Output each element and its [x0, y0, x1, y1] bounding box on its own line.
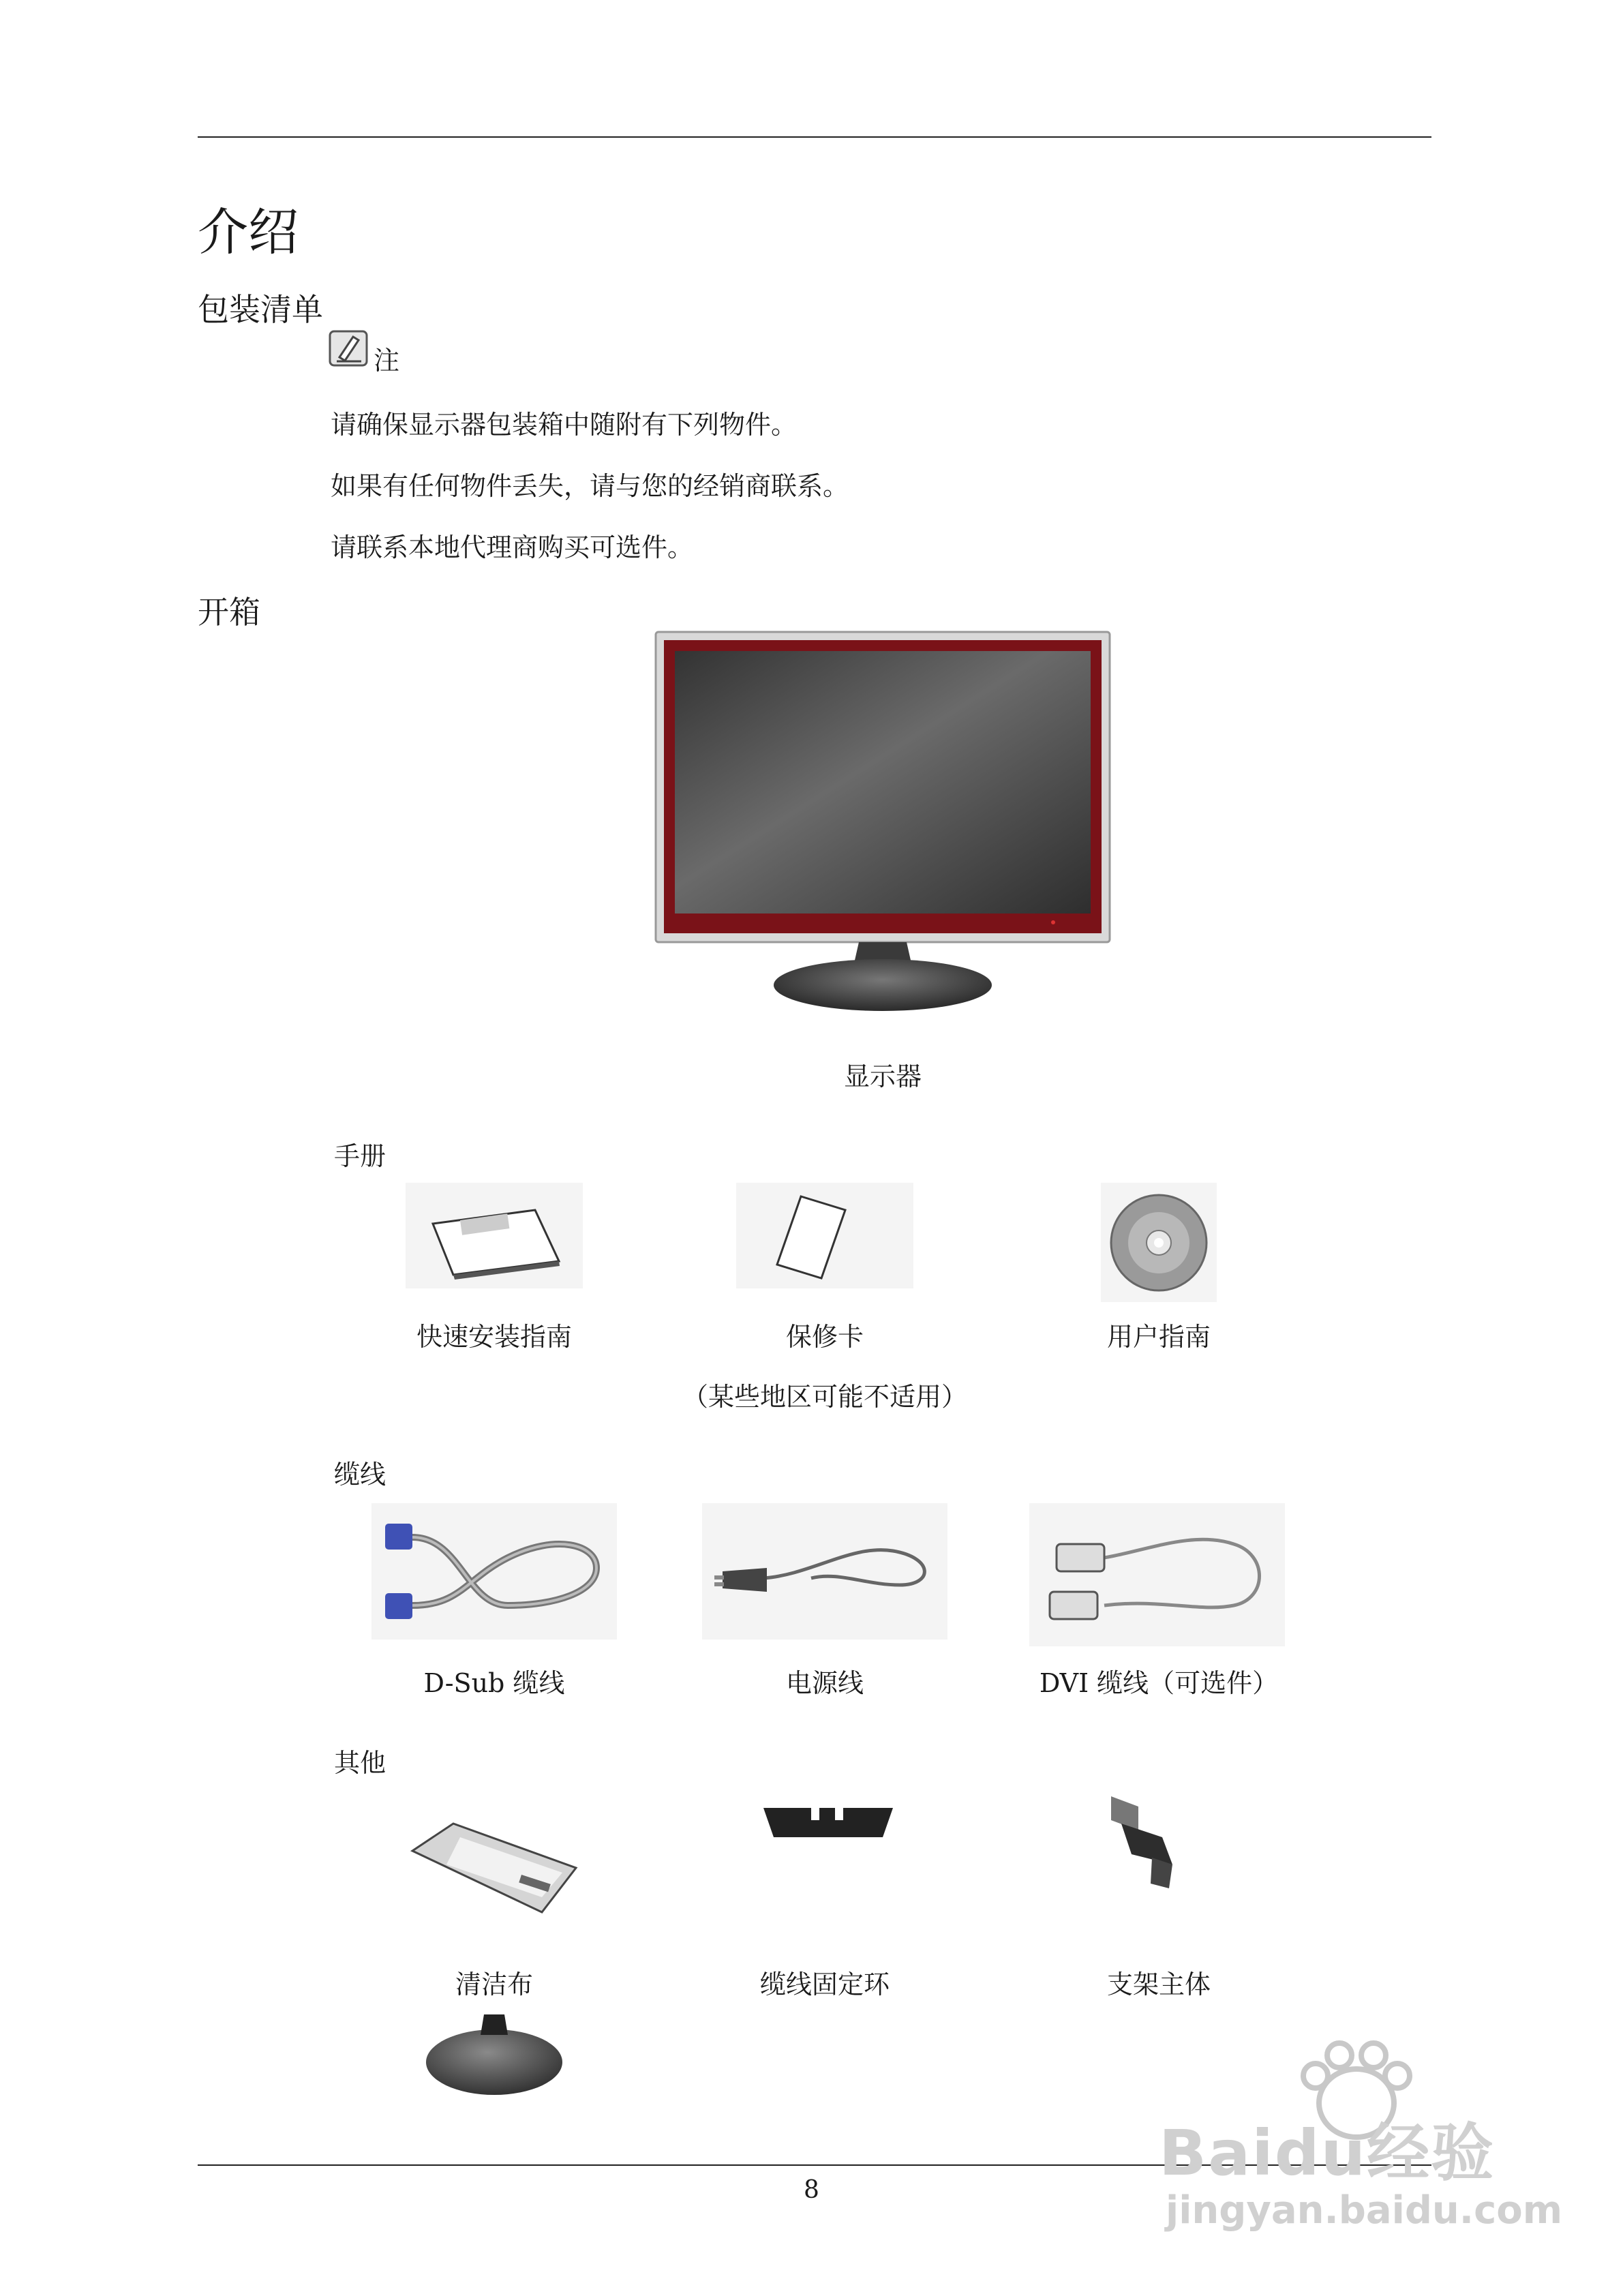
- cable-holder-ring-label: 缆线固定环: [759, 1969, 890, 1999]
- quick-setup-guide-image: [406, 1183, 583, 1288]
- watermark-logo: Baidu经验: [1159, 2117, 1496, 2190]
- baidu-watermark: [1152, 2038, 1563, 2243]
- monitor-caption: 显示器: [843, 1061, 922, 1091]
- user-guide-cd-image: [1101, 1183, 1217, 1302]
- others-heading: 其他: [334, 1748, 386, 1778]
- stand-body-label: 支架主体: [1106, 1969, 1211, 1999]
- dsub-cable-image: [371, 1503, 617, 1640]
- monitor-image: [654, 631, 1111, 1019]
- note-label: 注: [374, 346, 400, 376]
- cable-holder-ring-image: [760, 1800, 896, 1847]
- page-number: 8: [804, 2176, 819, 2204]
- cleaning-cloth-label: 清洁布: [455, 1969, 533, 1999]
- dvi-cable-image: [1029, 1503, 1285, 1646]
- header-rule: [198, 136, 1431, 138]
- section-unpacking: 开箱: [198, 594, 260, 631]
- power-cord-label: 电源线: [785, 1668, 864, 1698]
- warranty-card-label: 保修卡: [785, 1322, 864, 1352]
- note-icon: [329, 330, 369, 371]
- user-guide-label: 用户指南: [1106, 1322, 1211, 1352]
- quick-setup-guide-label: 快速安装指南: [416, 1322, 572, 1352]
- stand-body-image: [1097, 1789, 1200, 1899]
- stand-base-image: [423, 2008, 566, 2100]
- note-line-1: 请确保显示器包装箱中随附有下列物件。: [331, 410, 798, 440]
- power-cord-image: [702, 1503, 947, 1640]
- section-packing-list: 包装清单: [198, 291, 323, 328]
- page-title: 介绍: [198, 203, 299, 262]
- regional-note: （某些地区可能不适用）: [682, 1382, 967, 1412]
- note-line-3: 请联系本地代理商购买可选件。: [331, 532, 694, 562]
- warranty-card-image: [736, 1183, 913, 1288]
- dsub-cable-label: D-Sub 缆线: [423, 1668, 565, 1698]
- watermark-url: jingyan.baidu.com: [1166, 2188, 1563, 2233]
- cables-heading: 缆线: [334, 1460, 386, 1490]
- note-line-2: 如果有任何物件丢失，请与您的经销商联系。: [331, 471, 849, 501]
- manuals-heading: 手册: [334, 1141, 386, 1171]
- dvi-cable-label: DVI 缆线（可选件）: [1039, 1668, 1279, 1698]
- cleaning-cloth-image: [406, 1810, 583, 1922]
